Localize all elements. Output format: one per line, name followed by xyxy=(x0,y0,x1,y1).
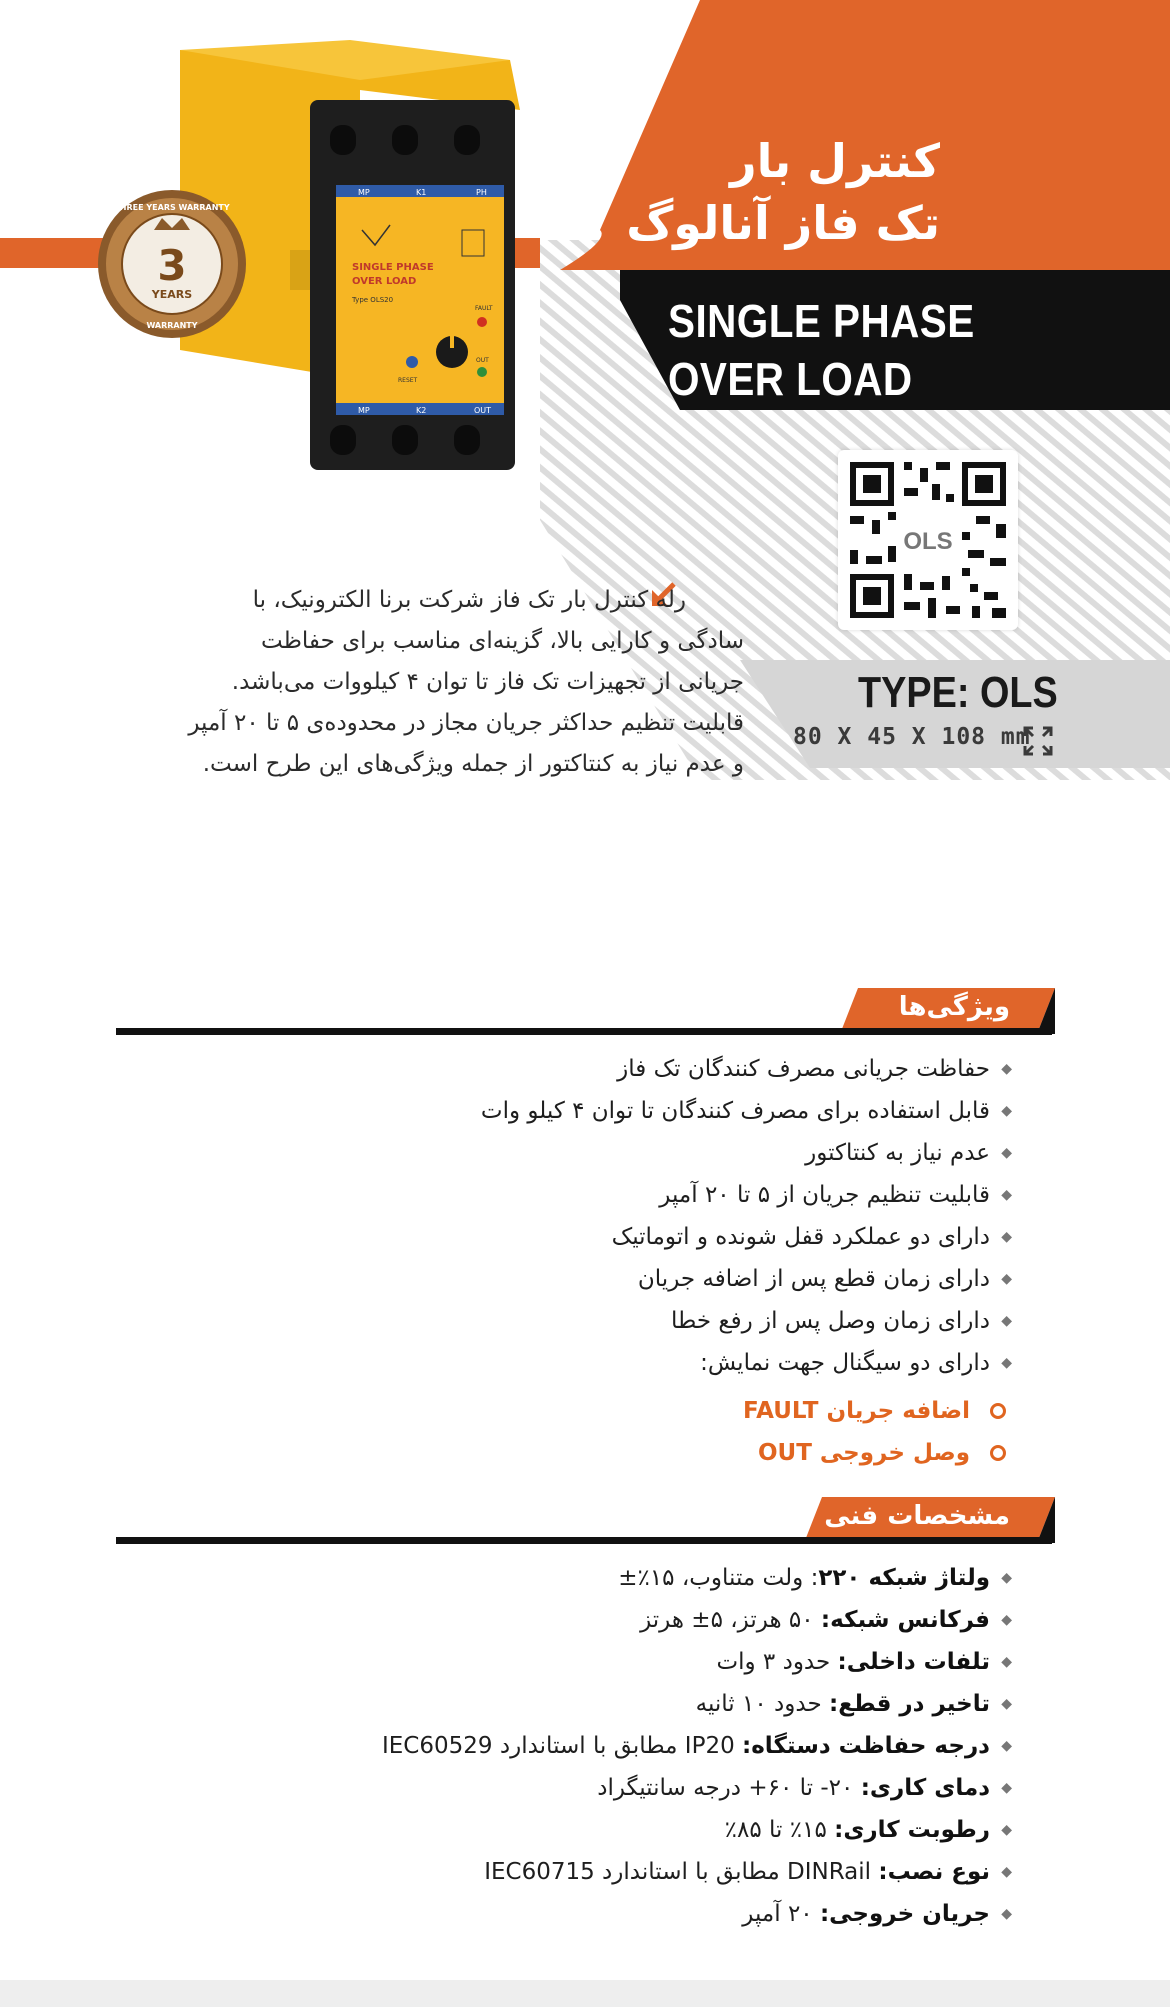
warranty-years: YEARS xyxy=(151,288,193,301)
spec-item: ◆ فرکانس شبکه: ۵۰ هرتز، ۵± هرتز xyxy=(640,1607,1012,1633)
bottom-strip xyxy=(0,1980,1170,2007)
device-bottom-label-3: OUT xyxy=(474,406,492,415)
features-list xyxy=(300,1048,1012,1474)
feature-item: ◆ قابل استفاده برای مصرف کنندگان تا توان ۴ کیلو وات xyxy=(480,1098,1012,1124)
warranty-badge xyxy=(96,188,248,340)
spec-item: ◆ درجه حفاظت دستگاه: IP20 مطابق با استاندارد IEC60529 xyxy=(381,1733,1012,1759)
product-dimensions: 80 X 45 X 108 mm xyxy=(793,724,1031,750)
spec-item: ◆ ولتاژ شبکه ۲۲۰: ولت متناوب، ۱۵٪± xyxy=(618,1565,1012,1591)
device-fault-label: FAULT xyxy=(475,305,493,312)
title-english-line-1: SINGLE PHASE xyxy=(668,295,975,347)
spec-item: ◆ دمای کاری: ۲۰- تا ۶۰+ درجه سانتیگراد xyxy=(597,1775,1012,1801)
intro-line: قابلیت تنظیم حداکثر جریان مجاز در محدوده‌ی ۵ تا ۲۰ آمپر xyxy=(188,710,744,736)
spec-item: ◆ نوع نصب: DINRail مطابق با استاندارد IEC60715 xyxy=(484,1859,1012,1885)
features-rule xyxy=(116,1028,1052,1035)
spec-item: ◆ رطوبت کاری: ۱۵٪ تا ۸۵٪ xyxy=(724,1817,1012,1843)
intro-line: رله کنترل بار تک فاز شرکت برنا الکترونیک، با xyxy=(252,587,686,613)
specs-rule xyxy=(116,1537,1052,1544)
title-persian-line-2: تک فاز آنالوگ xyxy=(626,196,940,250)
feature-sub-item: اضافه جریان FAULT xyxy=(300,1390,1012,1432)
qr-center-label: OLS xyxy=(903,528,953,555)
intro-paragraph xyxy=(108,580,744,785)
device-title-2: OVER LOAD xyxy=(352,276,417,287)
features-title: ویژگی‌ها xyxy=(898,992,1010,1022)
feature-item: ◆ عدم نیاز به کنتاکتور xyxy=(805,1140,1012,1166)
feature-item: ◆ دارای زمان وصل پس از رفع خطا xyxy=(670,1308,1012,1334)
device-top-label-2: K1 xyxy=(416,188,427,197)
title-english-line-2: OVER LOAD xyxy=(668,353,913,405)
title-persian-line-1: کنترل بار xyxy=(730,134,940,188)
title-persian xyxy=(560,130,940,254)
specs-title: مشخصات فنی xyxy=(824,1501,1010,1531)
title-english xyxy=(668,292,975,408)
spec-item: ◆ تلفات داخلی: حدود ۳ وات xyxy=(716,1649,1012,1675)
qr-code-icon xyxy=(838,450,1018,630)
device-top-label-1: MP xyxy=(358,188,370,197)
device-title-1: SINGLE PHASE xyxy=(352,262,434,273)
feature-sub-item: وصل خروجی OUT xyxy=(300,1432,1012,1474)
device-out-label: OUT xyxy=(476,357,489,364)
feature-item: ◆ دارای دو عملکرد قفل شونده و اتوماتیک xyxy=(611,1224,1012,1250)
warranty-number: 3 xyxy=(157,241,187,290)
spec-item: ◆ تاخیر در قطع: حدود ۱۰ ثانیه xyxy=(695,1691,1012,1717)
device-bottom-label-2: K2 xyxy=(416,406,427,415)
specs-list xyxy=(300,1557,1012,1935)
feature-item: ◆ حفاظت جریانی مصرف کنندگان تک فاز xyxy=(617,1056,1012,1082)
intro-line: جریانی از تجهیزات تک فاز تا توان ۴ کیلووات می‌باشد. xyxy=(231,669,744,695)
device-bottom-label-1: MP xyxy=(358,406,370,415)
device-top-label-3: PH xyxy=(476,188,487,197)
device-reset-label: RESET xyxy=(398,377,418,384)
qr-code[interactable] xyxy=(838,450,1018,630)
feature-item: ◆ قابلیت تنظیم جریان از ۵ تا ۲۰ آمپر xyxy=(659,1182,1012,1208)
warranty-seal-icon xyxy=(96,188,248,340)
intro-line: و عدم نیاز به کنتاکتور از جمله ویژگی‌های این طرح است. xyxy=(202,751,744,777)
device-type: Type OLS20 xyxy=(352,296,394,304)
warranty-bottom-text: WARRANTY xyxy=(146,321,198,330)
feature-item: ◆ دارای دو سیگنال جهت نمایش: xyxy=(700,1350,1012,1376)
product-type: TYPE: OLS xyxy=(858,668,1058,717)
intro-line: سادگی و کارایی بالا، گزینه‌ای مناسب برای حفاظت xyxy=(261,628,744,654)
expand-icon xyxy=(1022,725,1054,757)
feature-item: ◆ دارای زمان قطع پس از اضافه جریان xyxy=(637,1266,1012,1292)
spec-item: ◆ جریان خروجی: ۲۰ آمپر xyxy=(742,1901,1012,1927)
warranty-top-text: THREE YEARS WARRANTY xyxy=(114,203,230,212)
